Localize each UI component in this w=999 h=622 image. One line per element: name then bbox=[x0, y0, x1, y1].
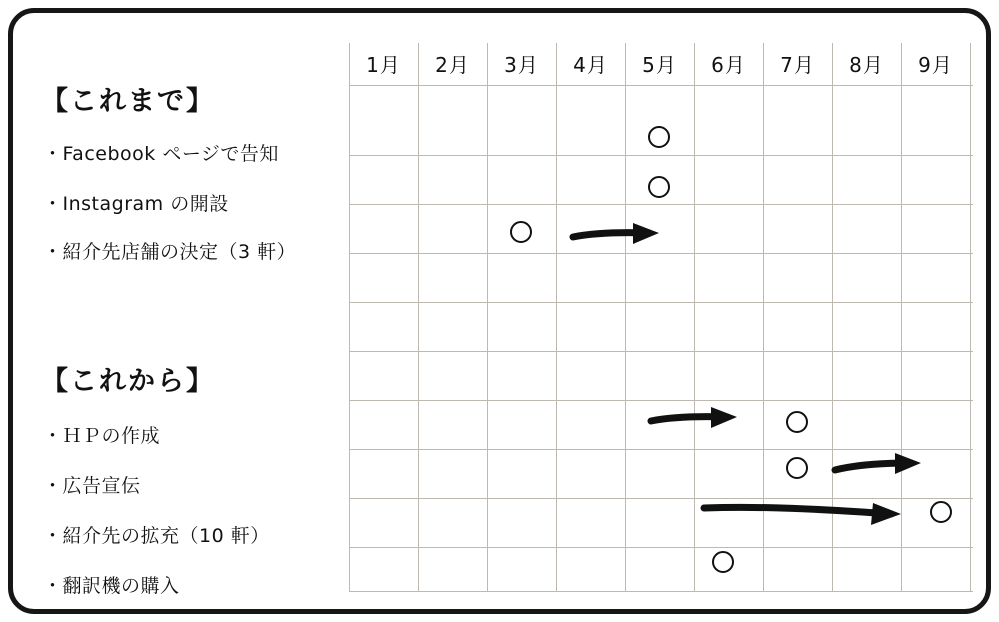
grid-vline bbox=[418, 43, 419, 591]
list-item-translator: ・翻訳機の購入 bbox=[43, 575, 180, 597]
grid-hline bbox=[349, 449, 973, 450]
month-header-5: 5月 bbox=[642, 53, 677, 77]
month-header-9: 9月 bbox=[918, 53, 953, 77]
list-item-homepage: ・ＨＰの作成 bbox=[43, 425, 161, 447]
progress-arrow-stores bbox=[571, 221, 665, 247]
grid-hline bbox=[349, 591, 973, 592]
milestone-circle-expand-september bbox=[930, 501, 952, 523]
milestone-circle-translator-june bbox=[712, 551, 734, 573]
milestone-circle-ads-july bbox=[786, 457, 808, 479]
grid-hline bbox=[349, 302, 973, 303]
month-header-2: 2月 bbox=[435, 53, 470, 77]
milestone-circle-facebook-may bbox=[648, 126, 670, 148]
milestone-circle-instagram-may bbox=[648, 176, 670, 198]
milestone-circle-stores-march bbox=[510, 221, 532, 243]
grid-vline bbox=[349, 43, 350, 591]
month-header-8: 8月 bbox=[849, 53, 884, 77]
progress-arrow-ads bbox=[833, 452, 927, 478]
grid-vline bbox=[625, 43, 626, 591]
grid-vline bbox=[970, 43, 971, 591]
grid-hline bbox=[349, 547, 973, 548]
grid-hline bbox=[349, 351, 973, 352]
month-header-7: 7月 bbox=[780, 53, 815, 77]
grid-hline bbox=[349, 253, 973, 254]
month-header-4: 4月 bbox=[573, 53, 608, 77]
list-item-facebook: ・Facebook ページで告知 bbox=[43, 143, 279, 165]
timeline-grid bbox=[349, 43, 973, 591]
grid-vline bbox=[556, 43, 557, 591]
section-heading-past: 【これまで】 bbox=[41, 86, 215, 117]
month-header-6: 6月 bbox=[711, 53, 746, 77]
grid-hline bbox=[349, 204, 973, 205]
grid-hline bbox=[349, 85, 973, 86]
month-header-1: 1月 bbox=[366, 53, 401, 77]
grid-vline bbox=[487, 43, 488, 591]
progress-arrow-homepage bbox=[649, 405, 743, 431]
progress-arrow-expand bbox=[701, 498, 916, 524]
task-list-column bbox=[41, 43, 341, 603]
list-item-expand: ・紹介先の拡充（10 軒） bbox=[43, 525, 270, 547]
grid-hline bbox=[349, 400, 973, 401]
month-header-3: 3月 bbox=[504, 53, 539, 77]
section-heading-future: 【これから】 bbox=[41, 366, 215, 397]
list-item-ads: ・広告宣伝 bbox=[43, 475, 141, 497]
grid-hline bbox=[349, 155, 973, 156]
grid-vline bbox=[694, 43, 695, 591]
rounded-frame bbox=[8, 8, 991, 614]
list-item-instagram: ・Instagram の開設 bbox=[43, 193, 229, 215]
milestone-circle-homepage-july bbox=[786, 411, 808, 433]
list-item-stores: ・紹介先店舗の決定（3 軒） bbox=[43, 241, 297, 263]
